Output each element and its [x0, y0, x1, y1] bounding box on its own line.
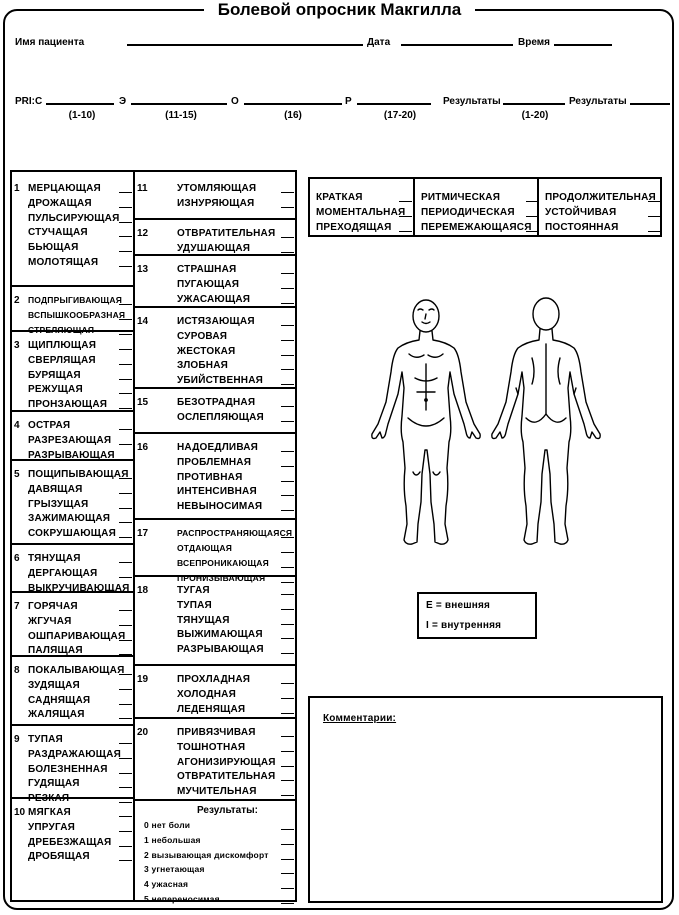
- descriptor-checkbox[interactable]: [119, 319, 132, 320]
- descriptor-group-17: [135, 518, 295, 583]
- comments-box[interactable]: [308, 696, 663, 903]
- temporal-word: ПРЕХОДЯЩАЯ: [316, 222, 392, 233]
- descriptor-checkbox[interactable]: [281, 683, 294, 684]
- pain-descriptor: ЗАЖИМАЮЩАЯ: [28, 513, 111, 525]
- pain-descriptor: ЩИПЛЮЩАЯ: [28, 340, 97, 351]
- pain-descriptor: ТЯНУЩАЯ: [177, 614, 230, 626]
- pain-descriptor: ХОЛОДНАЯ: [177, 688, 236, 700]
- pain-descriptor: НАДОЕДЛИВАЯ: [177, 442, 259, 453]
- descriptor-checkbox[interactable]: [281, 303, 294, 304]
- pain-descriptor: ПРОНИЗЫВАЮЩАЯ: [177, 573, 266, 583]
- descriptor-checkbox[interactable]: [119, 192, 132, 193]
- descriptor-checkbox[interactable]: [119, 860, 132, 861]
- pain-descriptor: ТЯНУЩАЯ: [28, 553, 81, 564]
- pain-descriptor: ДРЕБЕЗЖАЩАЯ: [28, 836, 112, 848]
- descriptor-checkbox[interactable]: [119, 787, 132, 788]
- temporal-checkbox[interactable]: [399, 201, 412, 202]
- pain-descriptor: СВЕРЛЯЩАЯ: [28, 354, 96, 366]
- descriptor-group-3: [12, 330, 133, 412]
- descriptor-group-15: [135, 387, 295, 434]
- score-e-label: Э: [119, 96, 127, 107]
- pain-descriptor: ОТВРАТИТЕЛЬНАЯ: [177, 771, 276, 783]
- descriptor-checkbox[interactable]: [119, 478, 132, 479]
- descriptor-group-1: [12, 172, 133, 285]
- descriptor-checkbox[interactable]: [281, 207, 294, 208]
- descriptor-checkbox[interactable]: [281, 421, 294, 422]
- pain-descriptor: ВЫКРУЧИВАЮЩАЯ: [28, 582, 130, 594]
- descriptor-checkbox[interactable]: [119, 625, 132, 626]
- descriptor-checkbox[interactable]: [281, 481, 294, 482]
- descriptor-checkbox[interactable]: [119, 207, 132, 208]
- descriptor-group-11: [135, 172, 295, 218]
- temporal-checkbox[interactable]: [399, 231, 412, 232]
- descriptor-checkbox[interactable]: [281, 451, 294, 452]
- pain-descriptor: ПОДПРЫГИВАЮЩАЯ: [28, 295, 123, 305]
- pain-descriptor: ТУГАЯ: [177, 585, 210, 596]
- pain-descriptor: БОЛЕЗНЕННАЯ: [28, 763, 108, 775]
- descriptor-checkbox[interactable]: [281, 736, 294, 737]
- descriptor-checkbox[interactable]: [119, 304, 132, 305]
- group-number: 16: [137, 442, 149, 453]
- temporal-column-brief: [310, 179, 413, 235]
- descriptor-checkbox[interactable]: [281, 537, 294, 538]
- descriptor-group-8: [12, 655, 133, 726]
- group-number: 15: [137, 397, 149, 408]
- pain-descriptor: МЯГКАЯ: [28, 807, 71, 818]
- pain-descriptor: БУРЯЩАЯ: [28, 369, 81, 381]
- pain-descriptor: ДРОБЯЩАЯ: [28, 851, 90, 863]
- pain-descriptor: ЖАЛЯЩАЯ: [28, 709, 85, 721]
- pain-descriptor: ИСТЯЗАЮЩАЯ: [177, 316, 255, 327]
- score-o-range: (16): [284, 110, 302, 121]
- pain-descriptor: НЕВЫНОСИМАЯ: [177, 501, 263, 513]
- pain-descriptor: ДРОЖАЩАЯ: [28, 197, 92, 209]
- descriptor-group-4: [12, 410, 133, 461]
- date-label: Дата: [367, 37, 391, 48]
- group-number: 9: [14, 734, 20, 745]
- temporal-word: МОМЕНТАЛЬНАЯ: [316, 207, 406, 218]
- descriptor-checkbox[interactable]: [281, 192, 294, 193]
- group-number: 17: [137, 528, 149, 539]
- temporal-word: ПРОДОЛЖИТЕЛЬНАЯ: [545, 192, 656, 203]
- descriptor-group-19: [135, 664, 295, 719]
- pain-descriptor: ПРОТИВНАЯ: [177, 471, 243, 483]
- intensity-option: 1 небольшая: [144, 834, 201, 845]
- temporal-pattern-table: [308, 177, 662, 237]
- pain-descriptor: ОТДАЮЩАЯ: [177, 543, 233, 553]
- descriptor-checkbox[interactable]: [119, 522, 132, 523]
- temporal-column-rhythmic: [413, 179, 539, 235]
- descriptor-column-right: [133, 170, 297, 902]
- date-field[interactable]: [401, 44, 513, 46]
- pain-descriptor: РАСПРОСТРАНЯЮЩАЯСЯ: [177, 528, 293, 538]
- descriptor-checkbox[interactable]: [281, 552, 294, 553]
- descriptor-checkbox[interactable]: [119, 222, 132, 223]
- pain-descriptor: ПАЛЯЩАЯ: [28, 645, 83, 657]
- descriptor-checkbox[interactable]: [119, 577, 132, 578]
- intensity-option: 0 нет боли: [144, 820, 191, 830]
- descriptor-checkbox[interactable]: [281, 495, 294, 496]
- patient-name-field[interactable]: [127, 44, 363, 46]
- pain-descriptor: МУЧИТЕЛЬНАЯ: [177, 786, 257, 798]
- descriptor-checkbox[interactable]: [281, 406, 294, 407]
- descriptor-group-5: [12, 459, 133, 545]
- score-e-field[interactable]: [131, 103, 227, 105]
- descriptor-group-14: [135, 306, 295, 389]
- descriptor-checkbox[interactable]: [119, 364, 132, 365]
- score-results-label: Результаты: [443, 96, 501, 107]
- pain-descriptor: УДУШАЮЩАЯ: [177, 242, 251, 254]
- descriptor-group-12: [135, 218, 295, 256]
- score-results2-field[interactable]: [630, 103, 670, 105]
- descriptor-checkbox[interactable]: [119, 493, 132, 494]
- pain-descriptor: РАЗРЫВАЮЩАЯ: [28, 449, 115, 461]
- descriptor-checkbox[interactable]: [281, 273, 294, 274]
- pain-descriptor: ОШПАРИВАЮЩАЯ: [28, 630, 126, 642]
- temporal-word: ПЕРЕМЕЖАЮЩАЯСЯ: [421, 222, 532, 233]
- group-number: 8: [14, 665, 20, 676]
- descriptor-checkbox[interactable]: [119, 251, 132, 252]
- score-results2-label: Результаты: [569, 96, 627, 107]
- group-number: 6: [14, 553, 20, 564]
- descriptor-checkbox[interactable]: [119, 236, 132, 237]
- descriptor-group-16: [135, 432, 295, 520]
- temporal-checkbox[interactable]: [648, 231, 661, 232]
- group-number: 1: [14, 183, 20, 194]
- descriptor-checkbox[interactable]: [281, 288, 294, 289]
- pain-descriptor: СТРЕЛЯЮЩАЯ: [28, 325, 95, 335]
- descriptor-checkbox[interactable]: [281, 252, 294, 253]
- descriptor-checkbox[interactable]: [281, 355, 294, 356]
- pain-descriptor: ТУПАЯ: [177, 599, 212, 611]
- pain-descriptor: ВЫЖИМАЮЩАЯ: [177, 629, 263, 641]
- intensity-checkbox[interactable]: [281, 873, 294, 874]
- descriptor-group-13: [135, 254, 295, 308]
- score-results-range: (1-20): [521, 110, 549, 121]
- pain-descriptor: ТУПАЯ: [28, 734, 63, 745]
- results-title: Результаты:: [197, 805, 258, 816]
- pain-descriptor: ЗУДЯЩАЯ: [28, 679, 80, 691]
- pain-descriptor: МОЛОТЯЩАЯ: [28, 257, 99, 268]
- descriptor-checkbox[interactable]: [119, 562, 132, 563]
- group-number: 14: [137, 316, 149, 327]
- descriptor-checkbox[interactable]: [119, 758, 132, 759]
- intensity-checkbox[interactable]: [281, 829, 294, 830]
- body-diagram[interactable]: [360, 292, 610, 554]
- descriptor-checkbox[interactable]: [119, 379, 132, 380]
- descriptor-group-18: [135, 575, 295, 666]
- group-number: 18: [137, 585, 149, 596]
- score-p-field[interactable]: [357, 103, 431, 105]
- patient-name-label: Имя пациента: [15, 37, 85, 48]
- descriptor-checkbox[interactable]: [119, 816, 132, 817]
- pain-descriptor: ПОЩИПЫВАЮЩАЯ: [28, 469, 129, 480]
- descriptor-checkbox[interactable]: [119, 429, 132, 430]
- pain-descriptor: ГОРЯЧАЯ: [28, 601, 78, 612]
- legend-internal: I = внутренняя: [426, 620, 502, 631]
- intensity-option: 5 непереносимая: [144, 894, 220, 904]
- score-o-field[interactable]: [244, 103, 342, 105]
- front-body-figure: [372, 300, 480, 544]
- descriptor-checkbox[interactable]: [119, 508, 132, 509]
- temporal-word: УСТОЙЧИВАЯ: [545, 207, 617, 218]
- legend-box: [417, 592, 537, 639]
- intensity-checkbox[interactable]: [281, 844, 294, 845]
- intensity-option: 3 угнетающая: [144, 864, 205, 875]
- descriptor-checkbox[interactable]: [119, 831, 132, 832]
- descriptor-checkbox[interactable]: [281, 751, 294, 752]
- temporal-word: ПЕРИОДИЧЕСКАЯ: [421, 207, 515, 218]
- pain-descriptor: УТОМЛЯЮЩАЯ: [177, 183, 257, 194]
- pain-descriptor: ВСЕПРОНИКАЮЩАЯ: [177, 558, 269, 568]
- pain-descriptor: СУРОВАЯ: [177, 330, 228, 342]
- descriptor-checkbox[interactable]: [281, 713, 294, 714]
- pain-descriptor: РАЗРЕЗАЮЩАЯ: [28, 434, 112, 446]
- descriptor-group-20: [135, 717, 295, 801]
- pain-descriptor: ИЗНУРЯЮЩАЯ: [177, 197, 255, 209]
- back-body-figure: [492, 298, 600, 544]
- descriptor-checkbox[interactable]: [281, 609, 294, 610]
- pain-descriptor: УБИЙСТВЕННАЯ: [177, 375, 264, 387]
- descriptor-checkbox[interactable]: [119, 393, 132, 394]
- intensity-checkbox[interactable]: [281, 859, 294, 860]
- pain-descriptor: ЖЕСТОКАЯ: [177, 345, 236, 357]
- descriptor-checkbox[interactable]: [281, 340, 294, 341]
- comments-label: Комментарии:: [323, 713, 397, 724]
- pain-descriptor: СТУЧАЩАЯ: [28, 227, 88, 239]
- descriptor-checkbox[interactable]: [281, 698, 294, 699]
- descriptor-checkbox[interactable]: [281, 795, 294, 796]
- descriptor-checkbox[interactable]: [119, 349, 132, 350]
- descriptor-checkbox[interactable]: [281, 653, 294, 654]
- pain-descriptor: СТРАШНАЯ: [177, 264, 237, 275]
- score-pri-range: (1-10): [68, 110, 96, 121]
- pain-descriptor: ПРИВЯЗЧИВАЯ: [177, 727, 256, 738]
- pain-descriptor: ПРОХЛАДНАЯ: [177, 674, 251, 685]
- descriptor-group-7: [12, 591, 133, 657]
- group-number: 13: [137, 264, 149, 275]
- pain-descriptor: СОКРУШАЮЩАЯ: [28, 528, 116, 540]
- pain-descriptor: РАЗДРАЖАЮЩАЯ: [28, 748, 121, 760]
- descriptor-checkbox[interactable]: [281, 766, 294, 767]
- group-number: 19: [137, 674, 149, 685]
- descriptor-group-10: [12, 797, 133, 904]
- pain-descriptor: ОСЛЕПЛЯЮЩАЯ: [177, 411, 264, 423]
- pain-descriptor: ПУГАЮЩАЯ: [177, 278, 240, 290]
- descriptor-group-2: [12, 285, 133, 335]
- pain-descriptor: ПОКАЛЫВАЮЩАЯ: [28, 665, 125, 676]
- pain-descriptor: РЕЗКАЯ: [28, 793, 70, 805]
- descriptor-checkbox[interactable]: [119, 743, 132, 744]
- temporal-word: РИТМИЧЕСКАЯ: [421, 192, 501, 203]
- pain-descriptor: БЬЮЩАЯ: [28, 242, 79, 254]
- group-number: 2: [14, 295, 20, 306]
- pain-descriptor: ДАВЯЩАЯ: [28, 483, 83, 495]
- score-p-range: (17-20): [383, 110, 417, 121]
- pain-descriptor: САДНЯЩАЯ: [28, 694, 91, 706]
- descriptor-checkbox[interactable]: [119, 689, 132, 690]
- descriptor-checkbox[interactable]: [119, 674, 132, 675]
- group-number: 10: [14, 807, 26, 818]
- pain-descriptor: ОСТРАЯ: [28, 420, 71, 431]
- pain-descriptor: МЕРЦАЮЩАЯ: [28, 183, 101, 194]
- group-number: 7: [14, 601, 20, 612]
- pain-descriptor: АГОНИЗИРУЮЩАЯ: [177, 756, 276, 768]
- score-p-label: Р: [345, 96, 352, 107]
- descriptor-checkbox[interactable]: [281, 325, 294, 326]
- temporal-checkbox[interactable]: [648, 216, 661, 217]
- descriptor-checkbox[interactable]: [281, 567, 294, 568]
- pain-descriptor: ГУДЯЩАЯ: [28, 778, 80, 790]
- pain-descriptor: ЛЕДЕНЯЩАЯ: [177, 703, 246, 715]
- descriptor-checkbox[interactable]: [281, 624, 294, 625]
- descriptor-checkbox[interactable]: [119, 640, 132, 641]
- pain-descriptor: ПРОБЛЕМНАЯ: [177, 456, 252, 468]
- temporal-column-continuous: [537, 179, 662, 235]
- intensity-results-block: [135, 799, 295, 904]
- time-label: Время: [518, 37, 550, 48]
- intensity-checkbox[interactable]: [281, 888, 294, 889]
- legend-external: Е = внешняя: [426, 600, 491, 611]
- descriptor-checkbox[interactable]: [119, 846, 132, 847]
- pain-descriptor: ИНТЕНСИВНАЯ: [177, 486, 257, 498]
- group-number: 4: [14, 420, 20, 431]
- score-pri-field[interactable]: [46, 103, 114, 105]
- descriptor-checkbox[interactable]: [281, 594, 294, 595]
- score-e-range: (11-15): [165, 110, 197, 121]
- group-number: 3: [14, 340, 20, 351]
- pain-descriptor: ГРЫЗУЩАЯ: [28, 498, 89, 510]
- intensity-option: 4 ужасная: [144, 879, 189, 890]
- pain-descriptor: ПРОНЗАЮЩАЯ: [28, 399, 108, 411]
- descriptor-checkbox[interactable]: [281, 638, 294, 639]
- group-number: 12: [137, 228, 149, 239]
- pain-descriptor: УЖАСАЮЩАЯ: [177, 293, 251, 305]
- pain-descriptor: ВСПЫШКООБРАЗНАЯ: [28, 310, 126, 320]
- descriptor-checkbox[interactable]: [119, 537, 132, 538]
- group-number: 11: [137, 183, 148, 194]
- pain-descriptor: ЗЛОБНАЯ: [177, 360, 229, 372]
- pain-descriptor: ОТВРАТИТЕЛЬНАЯ: [177, 228, 276, 239]
- descriptor-group-6: [12, 543, 133, 593]
- pain-descriptor: РАЗРЫВАЮЩАЯ: [177, 644, 264, 656]
- pain-descriptor: ПУЛЬСИРУЮЩАЯ: [28, 212, 120, 224]
- pain-descriptor: ЖГУЧАЯ: [28, 615, 72, 627]
- descriptor-checkbox[interactable]: [281, 369, 294, 370]
- descriptor-checkbox[interactable]: [119, 704, 132, 705]
- pain-descriptor: ТОШНОТНАЯ: [177, 741, 246, 753]
- time-field[interactable]: [554, 44, 612, 46]
- descriptor-checkbox[interactable]: [281, 384, 294, 385]
- descriptor-checkbox[interactable]: [119, 610, 132, 611]
- descriptor-checkbox[interactable]: [119, 444, 132, 445]
- descriptor-checkbox[interactable]: [281, 237, 294, 238]
- group-number: 20: [137, 727, 149, 738]
- intensity-option: 2 вызывающая дискомфорт: [144, 849, 269, 860]
- descriptor-checkbox[interactable]: [119, 266, 132, 267]
- score-pri-label: PRI:С: [15, 96, 43, 107]
- descriptor-checkbox[interactable]: [281, 466, 294, 467]
- temporal-word: КРАТКАЯ: [316, 192, 363, 203]
- temporal-checkbox[interactable]: [648, 201, 661, 202]
- score-results-field[interactable]: [503, 103, 565, 105]
- pain-descriptor: УПРУГАЯ: [28, 821, 76, 833]
- descriptor-checkbox[interactable]: [281, 780, 294, 781]
- pain-descriptor: РЕЖУЩАЯ: [28, 384, 83, 396]
- group-number: 5: [14, 469, 20, 480]
- score-o-label: О: [231, 96, 239, 107]
- pain-descriptor: БЕЗОТРАДНАЯ: [177, 397, 256, 408]
- descriptor-checkbox[interactable]: [119, 773, 132, 774]
- descriptor-checkbox[interactable]: [281, 510, 294, 511]
- intensity-checkbox[interactable]: [281, 903, 294, 904]
- pain-descriptor: ДЕРГАЮЩАЯ: [28, 567, 98, 579]
- temporal-word: ПОСТОЯННАЯ: [545, 222, 619, 233]
- temporal-checkbox[interactable]: [399, 216, 412, 217]
- descriptor-group-9: [12, 724, 133, 805]
- descriptor-column-left: [10, 170, 135, 902]
- descriptor-checkbox[interactable]: [119, 718, 132, 719]
- form-title: Болевой опросник Макгилла: [0, 0, 679, 20]
